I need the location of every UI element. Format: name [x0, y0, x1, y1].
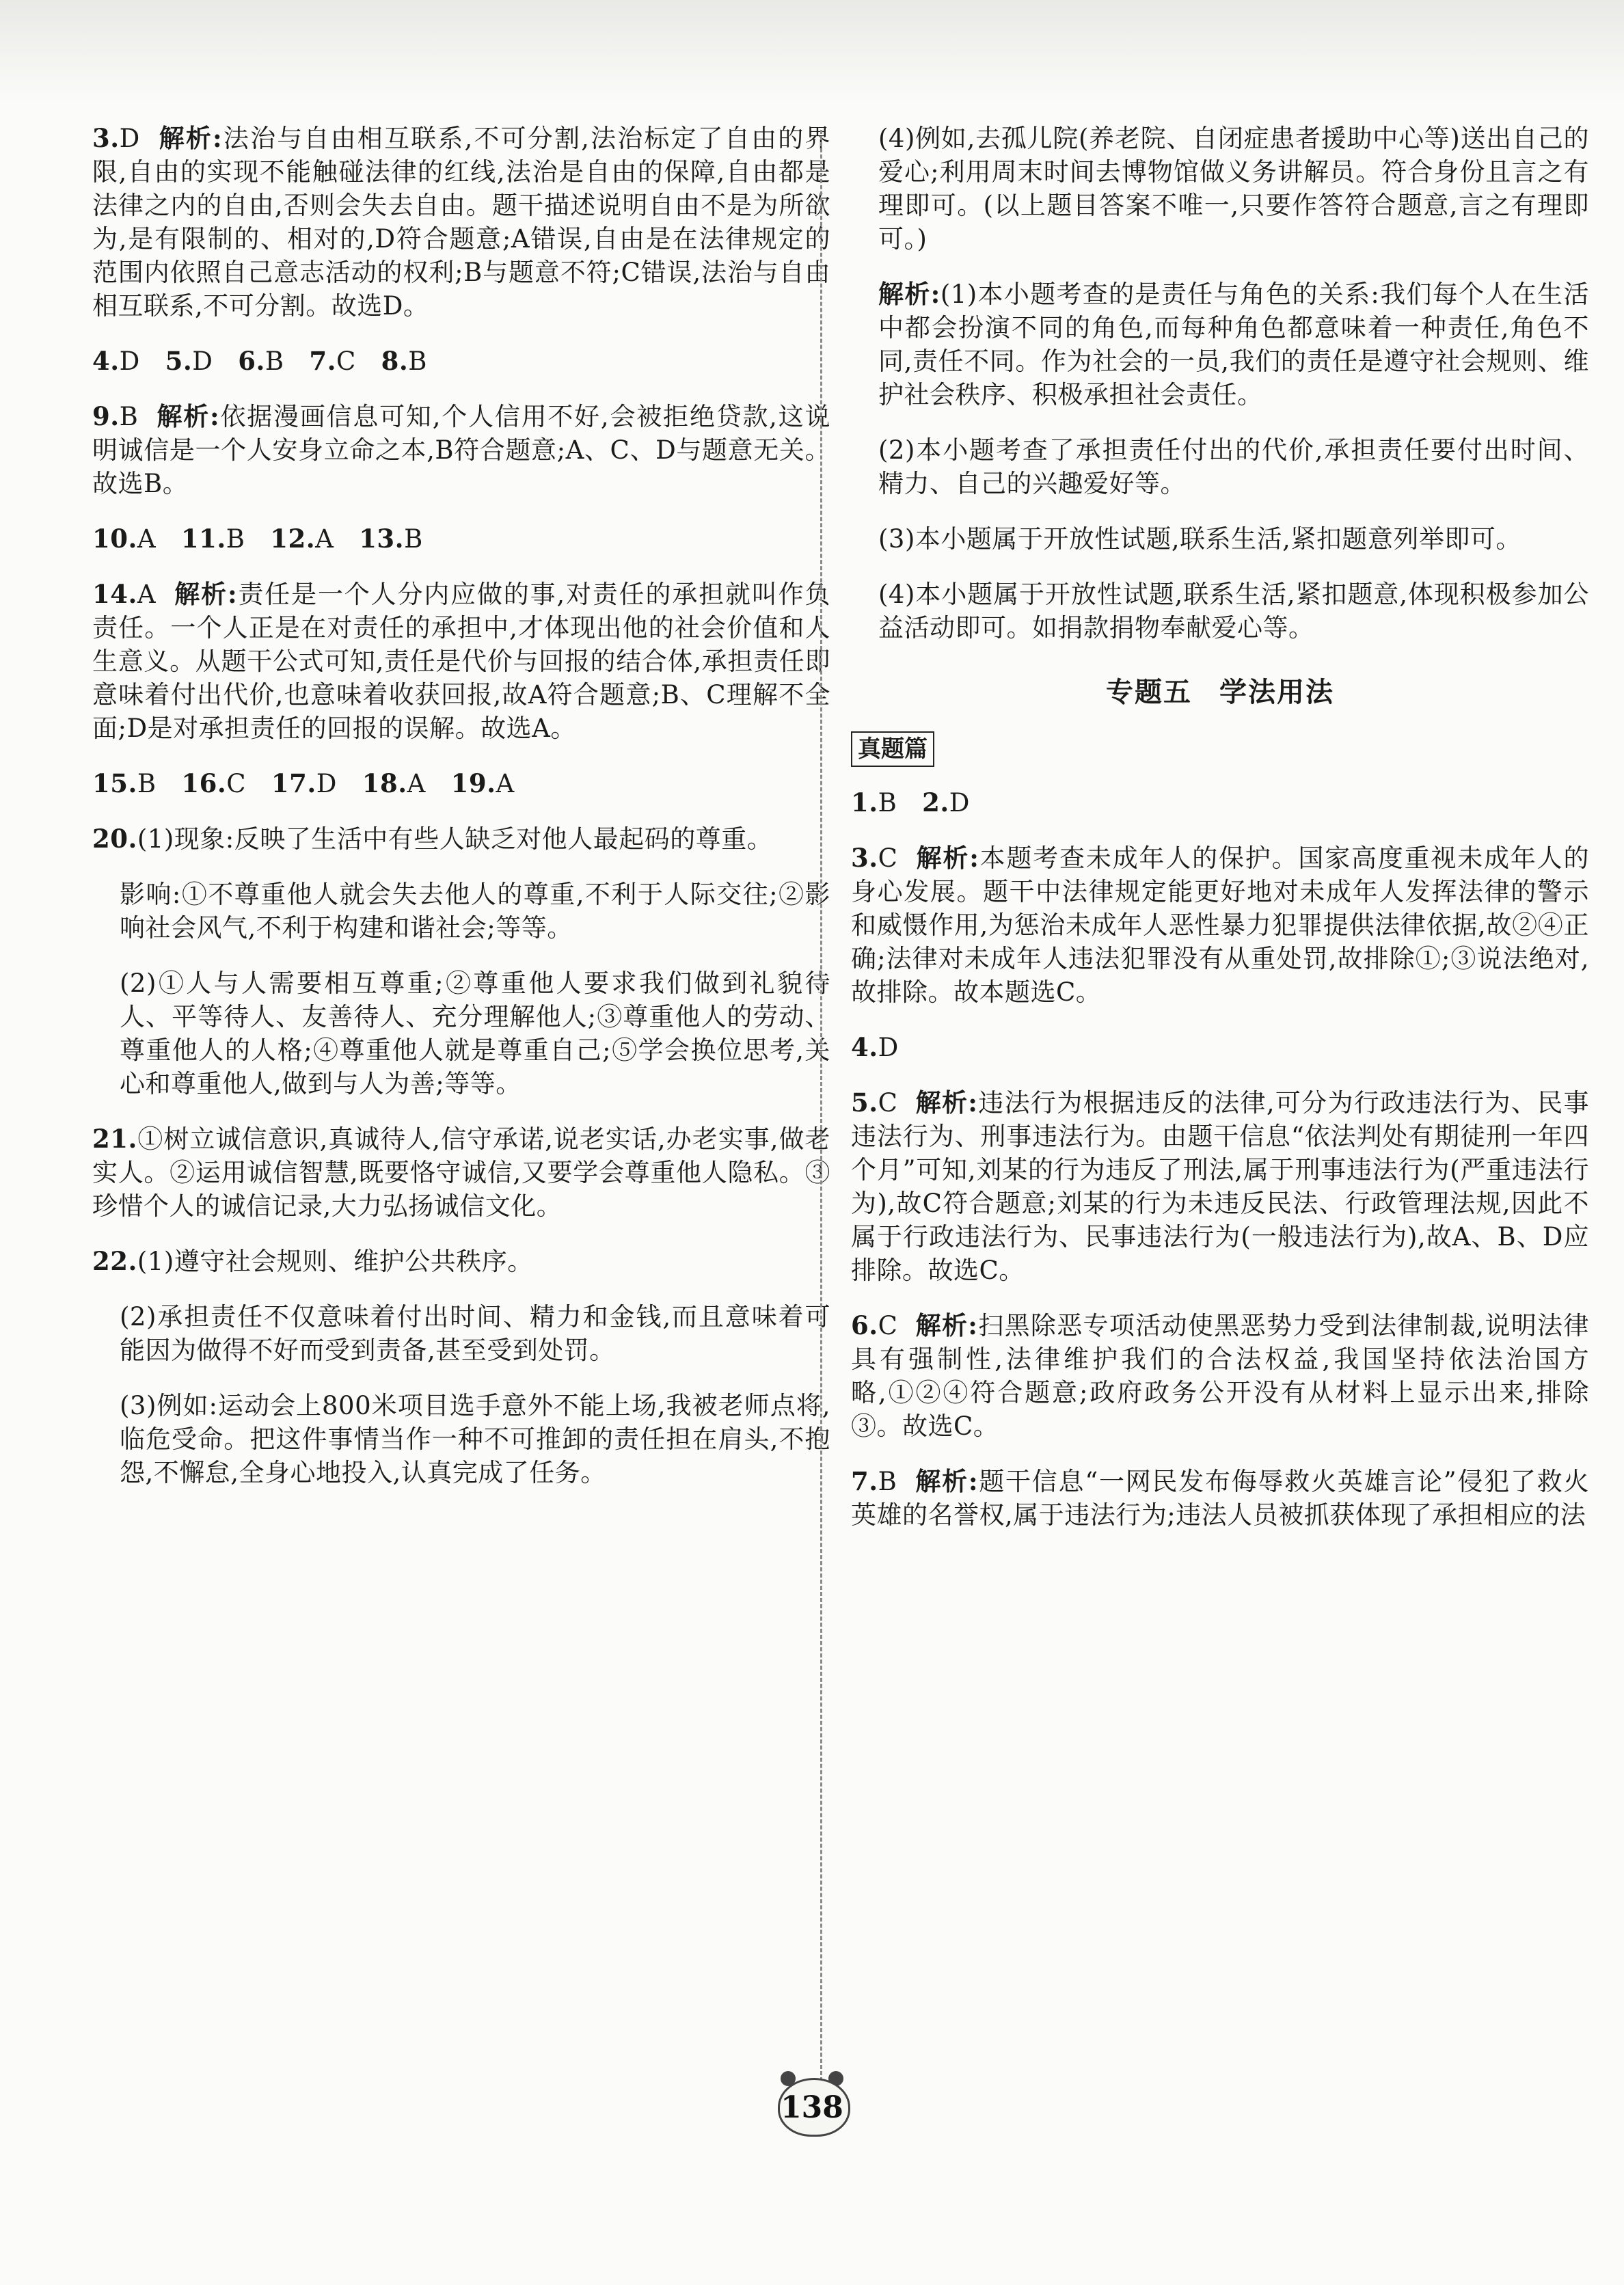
question-number: 9. — [92, 401, 120, 431]
answer-choice: C — [226, 769, 247, 798]
question-number: 5. — [851, 1087, 878, 1118]
answer-text: 影响:①不尊重他人就会失去他人的尊重,不利于人际交往;②影响社会风气,不利于构建和谐社会;等等。 — [120, 880, 830, 943]
section-title-part1: 专题五 — [1106, 677, 1192, 708]
answer-choice: B — [878, 788, 897, 817]
question-number: 4. — [92, 346, 120, 376]
question-number: 17. — [271, 768, 316, 798]
answer-q20-part1 — [92, 822, 830, 856]
answer-choice: D — [316, 769, 337, 798]
answer-q22-part2 — [92, 1300, 830, 1367]
answer-choice: B — [878, 1467, 897, 1496]
question-number: 3. — [92, 123, 120, 153]
answer-text: (2)承担责任不仅意味着付出时间、精力和金钱,而且意味着可能因为做得不好而受到责备,甚至受到处罚。 — [120, 1302, 830, 1365]
answer-choice: D — [192, 347, 213, 376]
answer-s3 — [851, 841, 1589, 1009]
answer-choice: C — [878, 843, 898, 873]
answer-choice: C — [878, 1311, 898, 1340]
analysis-text: (1)本小题考查的是责任与角色的关系:我们每个人在生活中都会扮演不同的角色,而每种角色都意味着一种责任,角色不同,责任不同。作为社会的一员,我们的责任是遵守社会规则、维护社会秩序、积极承担社会责任。 — [878, 280, 1589, 409]
answer-choice: A — [496, 769, 515, 798]
analysis-text: 依据漫画信息可知,个人信用不好,会被拒绝贷款,这说明诚信是一个人安身立命之本,B符合题意;A、C、D与题意无关。故选B。 — [92, 402, 830, 498]
answers-q10-q13 — [92, 522, 830, 556]
answer-choice: D — [949, 788, 970, 817]
answer-q20-part3 — [92, 966, 830, 1100]
answer-q14 — [92, 578, 830, 745]
question-number: 19. — [450, 768, 496, 798]
question-number: 21. — [92, 1124, 137, 1154]
question-number: 3. — [851, 843, 878, 873]
left-column — [92, 122, 830, 1511]
answer-q20-part2 — [92, 878, 830, 945]
question-number: 7. — [851, 1466, 878, 1496]
answer-q22-part4 — [851, 122, 1589, 256]
analysis-label: 解析: — [915, 1466, 979, 1496]
question-number: 18. — [362, 768, 407, 798]
column-divider — [820, 130, 822, 2081]
answer-choice: B — [119, 402, 139, 431]
answer-text: (1)现象:反映了生活中有些人缺乏对他人最起码的尊重。 — [137, 824, 773, 854]
page-number — [766, 2071, 858, 2139]
answer-choice: D — [119, 347, 140, 376]
analysis-text: 本题考查未成年人的保护。国家高度重视未成年人的身心发展。题干中法律规定能更好地对未成年人发挥法律的警示和威慑作用,为惩治未成年人恶性暴力犯罪提供法律依据,故②④正确;法律对未成年人违法犯罪没有从重处罚,故排除①;③说法绝对,故排除。故本题选C。 — [851, 843, 1589, 1007]
question-number: 16. — [181, 768, 227, 798]
analysis-q22-part4 — [851, 578, 1589, 645]
answer-q21 — [92, 1122, 830, 1223]
section-title-part2: 学法用法 — [1219, 677, 1334, 708]
question-number: 15. — [92, 768, 137, 798]
answer-choice: B — [408, 347, 427, 376]
question-number: 10. — [92, 524, 137, 554]
answer-choice: D — [878, 1033, 899, 1062]
analysis-label: 解析: — [157, 401, 220, 431]
question-number: 6. — [851, 1310, 878, 1340]
answer-choice: A — [407, 769, 426, 798]
analysis-text: 责任是一个人分内应做的事,对责任的承担就叫作负责任。一个人正是在对责任的承担中,才体现出他的社会价值和人生意义。从题干公式可知,责任是代价与回报的结合体,承担责任即意味着付出代价,也意味着收获回报,故A符合题意;B、C理解不全面;D是对承担责任的回报的误解。故选A。 — [92, 580, 830, 743]
answer-choice: B — [226, 524, 245, 554]
answer-text: (3)例如:运动会上800米项目选手意外不能上场,我被老师点将,临危受命。把这件事情当作一种不可推卸的责任担在肩头,不抱怨,不懈怠,全身心地投入,认真完成了任务。 — [120, 1391, 830, 1487]
section-badge: 真题篇 — [851, 731, 934, 767]
answers-q15-q19 — [92, 767, 830, 800]
answer-q22-part3 — [92, 1389, 830, 1489]
answer-q22-part1 — [92, 1245, 830, 1278]
analysis-q22-part3 — [851, 522, 1589, 556]
answer-q3 — [92, 122, 830, 323]
answer-choice: A — [137, 524, 157, 554]
question-number: 11. — [180, 524, 226, 554]
page-number-text: 138 — [781, 2090, 843, 2125]
answer-text: (1)遵守社会规则、维护公共秩序。 — [137, 1247, 533, 1276]
question-number: 6. — [238, 346, 265, 376]
question-number: 12. — [270, 524, 316, 554]
analysis-label: 解析: — [878, 279, 940, 309]
section-title — [851, 671, 1589, 709]
answer-s6 — [851, 1309, 1589, 1443]
answer-s7 — [851, 1465, 1589, 1532]
answer-s5 — [851, 1086, 1589, 1287]
question-number: 8. — [381, 346, 409, 376]
question-number: 13. — [359, 524, 405, 554]
answer-text: (2)①人与人需要相互尊重;②尊重他人要求我们做到礼貌待人、平等待人、友善待人、充分理解他人;③尊重他人的劳动、尊重他人的人格;④尊重他人就是尊重自己;⑤学会换位思考,关心和尊重他人,做到与人为善;等等。 — [120, 969, 830, 1098]
answer-choice: A — [315, 524, 334, 554]
answer-choice: A — [137, 580, 157, 609]
question-number: 14. — [92, 579, 137, 609]
question-number: 7. — [309, 346, 336, 376]
analysis-label: 解析: — [915, 1310, 978, 1340]
question-number: 2. — [922, 787, 949, 817]
analysis-text: (4)本小题属于开放性试题,联系生活,紧扣题意,体现积极参加公益活动即可。如捐款捐物奉献爱心等。 — [878, 580, 1589, 643]
answers-q4-q8 — [92, 344, 830, 378]
analysis-text: 题干信息“一网民发布侮辱救火英雄言论”侵犯了救火英雄的名誉权,属于违法行为;违法人员被抓获体现了承担相应的法 — [851, 1467, 1589, 1530]
page-top-band — [0, 0, 1624, 103]
analysis-text: (2)本小题考查了承担责任付出的代价,承担责任要付出时间、精力、自己的兴趣爱好等。 — [878, 435, 1589, 498]
answer-choice: C — [336, 347, 356, 376]
answer-choice: B — [404, 524, 423, 554]
question-number: 4. — [851, 1032, 878, 1062]
answer-text: ①树立诚信意识,真诚待人,信守承诺,说老实话,办老实事,做老实人。②运用诚信智慧,既要恪守诚信,又要学会尊重他人隐私。③珍惜个人的诚信记录,大力弘扬诚信文化。 — [92, 1124, 830, 1221]
analysis-q22-part2 — [851, 433, 1589, 500]
answer-choice: C — [878, 1088, 898, 1118]
question-number: 5. — [165, 346, 193, 376]
analysis-text: 违法行为根据违反的法律,可分为行政违法行为、民事违法行为、刑事违法行为。由题干信息“依法判处有期徒刑一年四个月”可知,刘某的行为违反了刑法,属于刑事违法行为(严重违法行为),故C符合题意;刘某的行为未违反民法、行政管理法规,因此不属于行政违法行为、民事违法行为(一般违法行为),故A、B、D应排除。故选C。 — [851, 1088, 1589, 1285]
question-number: 1. — [851, 787, 878, 817]
analysis-q22-part1 — [851, 278, 1589, 411]
answers-s1-s2 — [851, 786, 1589, 820]
analysis-label: 解析: — [159, 123, 223, 153]
question-number: 20. — [92, 824, 137, 854]
analysis-text: 法治与自由相互联系,不可分割,法治标定了自由的界限,自由的实现不能触碰法律的红线,法治是自由的保障,自由都是法律之内的自由,否则会失去自由。题干描述说明自由不是为所欲为,是有限制的、相对的,D符合题意;A错误,自由是在法律规定的范围内依照自己意志活动的权利;B与题意不符;C错误,法治与自由相互联系,不可分割。故选D。 — [92, 124, 830, 321]
analysis-text: (3)本小题属于开放性试题,联系生活,紧扣题意列举即可。 — [878, 524, 1521, 554]
right-column — [851, 122, 1589, 1554]
question-number: 22. — [92, 1246, 137, 1276]
answer-s4 — [851, 1031, 1589, 1064]
analysis-label: 解析: — [174, 579, 238, 609]
analysis-label: 解析: — [915, 1087, 978, 1118]
analysis-label: 解析: — [916, 843, 979, 873]
analysis-text: 扫黑除恶专项活动使黑恶势力受到法律制裁,说明法律具有强制性,法律维护我们的合法权益,我国坚持依法治国方略,①②④符合题意;政府政务公开没有从材料上显示出来,排除③。故选C。 — [851, 1311, 1589, 1441]
answer-text: (4)例如,去孤儿院(养老院、自闭症患者援助中心等)送出自己的爱心;利用周末时间去博物馆做义务讲解员。符合身份且言之有理即可。(以上题目答案不唯一,只要作答符合题意,言之有理即可。) — [878, 124, 1589, 254]
answer-choice: D — [119, 124, 140, 153]
answer-q9 — [92, 400, 830, 500]
answer-choice: B — [137, 769, 157, 798]
answer-choice: B — [265, 347, 284, 376]
